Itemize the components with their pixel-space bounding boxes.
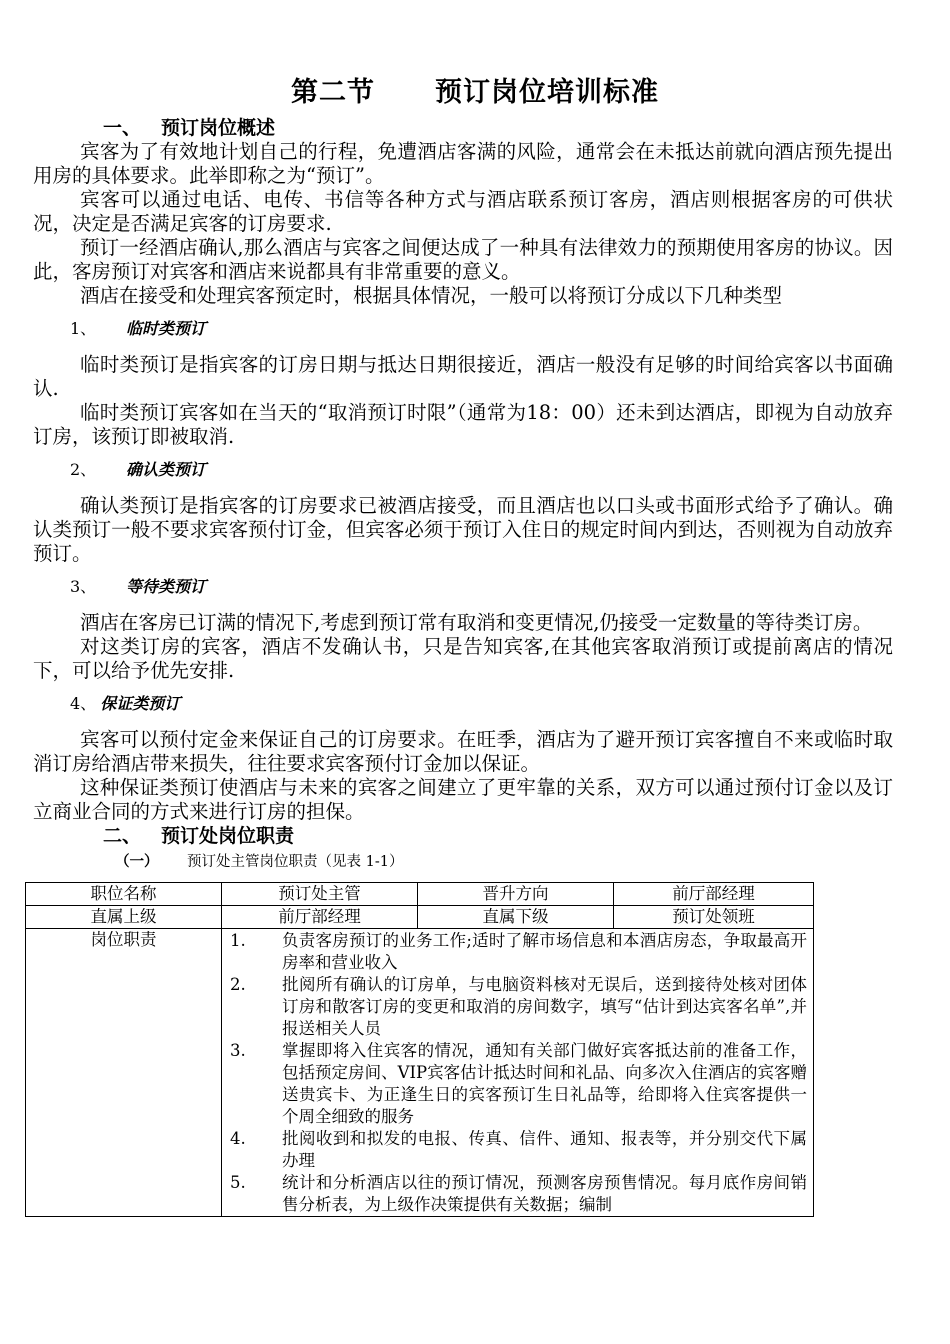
type3-heading: 3、 等待类预订: [70, 577, 207, 596]
table-row: [26, 906, 814, 929]
document-body: [33, 116, 893, 1217]
paragraph: 预订一经酒店确认,那么酒店与宾客之间便达成了一种具有法律效力的预期使用客房的协议。因此，客房预订对宾客和酒店来说都具有非常重要的意义。: [33, 236, 893, 283]
table-cell: 晋升方向: [418, 883, 614, 906]
list-item: 2. 批阅所有确认的订房单，与电脑资料核对无误后，送到接待处核对团体订房和散客订房的变更和取消的房间数字，填写“估计到达宾客名单”,并报送相关人员: [230, 975, 807, 1038]
paragraph: 宾客可以预付定金来保证自己的订房要求。在旺季，酒店为了避开预订宾客擅自不来或临时取消订房给酒店带来损失，往往要求宾客预付订金加以保证。: [33, 728, 893, 775]
paragraph: 宾客可以通过电话、电传、书信等各种方式与酒店联系预订客房，酒店则根据客房的可供状况，决定是否满足宾客的订房要求.: [33, 188, 893, 235]
paragraph: 确认类预订是指宾客的订房要求已被酒店接受，而且酒店也以口头或书面形式给予了确认。确认类预订一般不要求宾客预付订金，但宾客必须于预订入住日的规定时间内到达，否则视为自动放弃预订。: [33, 494, 893, 565]
table-cell: 直属下级: [418, 906, 614, 929]
table-cell: 前厅部经理: [222, 906, 418, 929]
duty-list: [230, 930, 807, 1216]
table-cell: 职位名称: [26, 883, 222, 906]
paragraph: 这种保证类预订使酒店与未来的宾客之间建立了更牢靠的关系，双方可以通过预付订金以及订立商业合同的方式来进行订房的担保。: [33, 776, 893, 823]
type2-heading: 2、 确认类预订: [70, 460, 207, 479]
table-cell: 直属上级: [26, 906, 222, 929]
type1-heading: 1、 临时类预订: [70, 319, 207, 338]
table-row: [26, 883, 814, 906]
table-row: [26, 929, 814, 1217]
duties-cell: [222, 929, 814, 1217]
page-title: [0, 74, 950, 112]
list-item: 4. 批阅收到和拟发的电报、传真、信件、通知、报表等，并分别交代下属办理: [230, 1129, 807, 1170]
table-cell: 预订处主管: [222, 883, 418, 906]
section-label: 第二节: [291, 77, 375, 108]
list-item: 1. 负责客房预订的业务工作;适时了解市场信息和本酒店房态，争取最高开房率和营业收入: [230, 931, 807, 972]
title-text: 预订岗位培训标准: [435, 77, 659, 108]
table-cell: 预订处领班: [614, 906, 814, 929]
section2-heading: 二、 预订处岗位职责: [103, 825, 295, 847]
paragraph: 临时类预订宾客如在当天的“取消预订时限”（通常为18：00）还未到达酒店，即视为自动放弃订房，该预订即被取消.: [33, 401, 893, 448]
table-cell: 前厅部经理: [614, 883, 814, 906]
list-item: 3. 掌握即将入住宾客的情况，通知有关部门做好宾客抵达前的准备工作，包括预定房间、VIP宾客估计抵达时间和礼品、向多次入住酒店的宾客赠送贵宾卡、为正逢生日的宾客预订生日礼品等，给即将入住宾客提供一个周全细致的服务: [230, 1041, 807, 1126]
paragraph: 酒店在接受和处理宾客预定时，根据具体情况，一般可以将预订分成以下几种类型: [80, 284, 783, 307]
duty-label-cell: 岗位职责: [26, 929, 222, 1217]
section1-heading: 一、 预订岗位概述: [103, 117, 276, 139]
paragraph: 临时类预订是指宾客的订房日期与抵达日期很接近，酒店一般没有足够的时间给宾客以书面确认.: [33, 353, 893, 400]
duty-table: [25, 882, 814, 1217]
paragraph: 对这类订房的宾客，酒店不发确认书，只是告知宾客,在其他宾客取消预订或提前离店的情况下，可以给予优先安排.: [33, 635, 893, 682]
paragraph: 酒店在客房已订满的情况下,考虑到预订常有取消和变更情况,仍接受一定数量的等待类订房。: [80, 611, 873, 634]
list-item: 5. 统计和分析酒店以往的预订情况，预测客房预售情况。每月底作房间销售分析表，为上级作决策提供有关数据；编制: [230, 1173, 807, 1214]
paragraph: 宾客为了有效地计划自己的行程，免遭酒店客满的风险，通常会在未抵达前就向酒店预先提出用房的具体要求。此举即称之为“预订”。: [33, 140, 893, 187]
subsection-heading: （一） 预订处主管岗位职责（见表 1-1）: [115, 854, 404, 870]
type4-heading: 4、 保证类预订: [70, 694, 181, 713]
